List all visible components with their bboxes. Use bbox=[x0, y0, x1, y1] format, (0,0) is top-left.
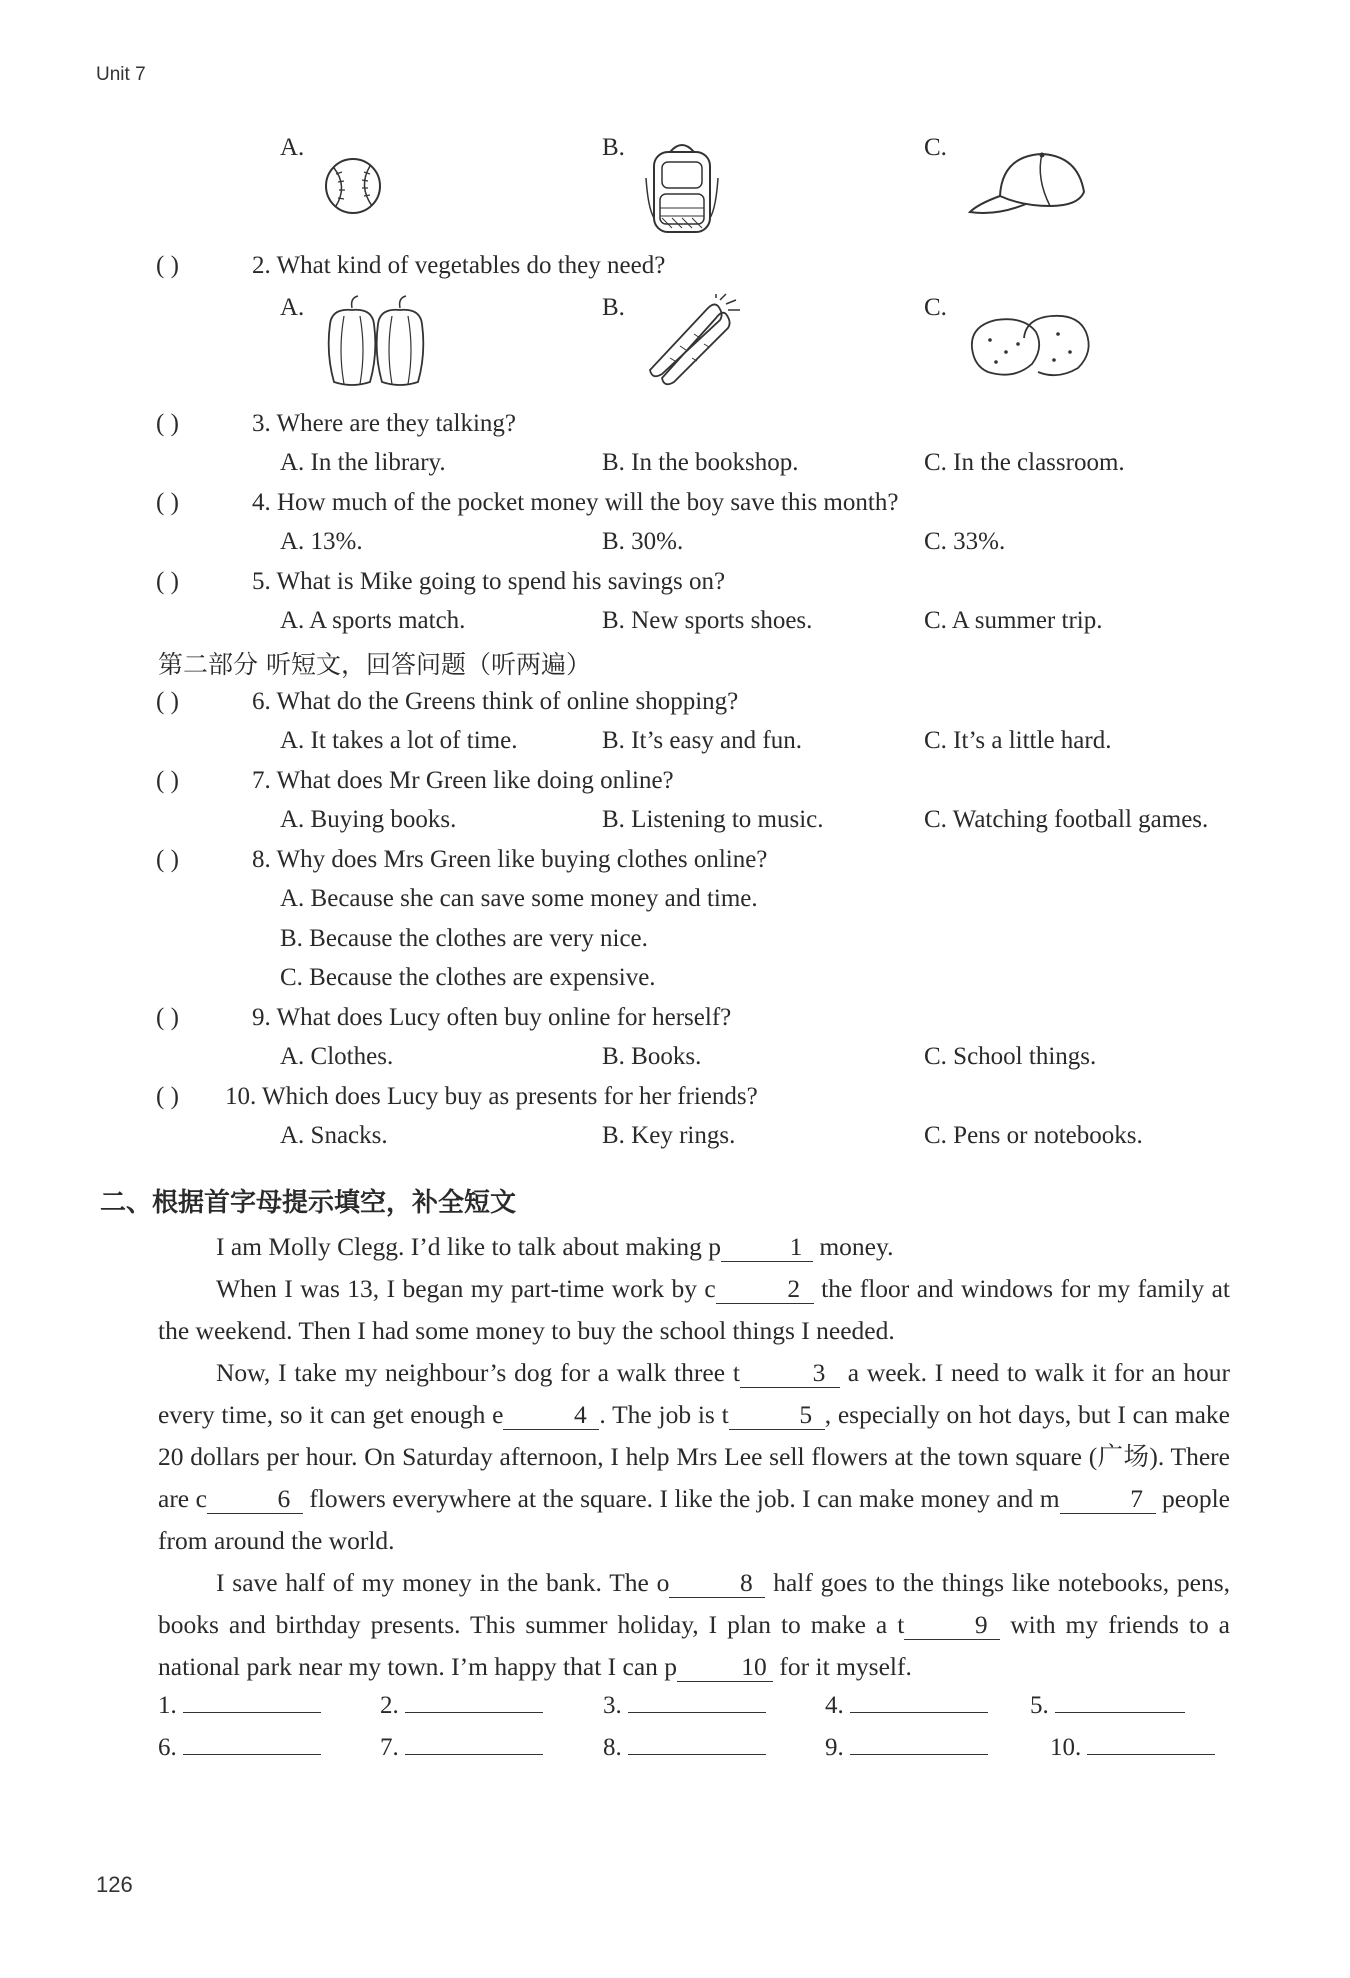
q8-option-a: A. Because she can save some money and time. bbox=[280, 885, 758, 912]
answer-line-5[interactable]: 5. bbox=[1030, 1692, 1185, 1720]
q2-option-b: B. bbox=[602, 294, 625, 321]
q1-option-c-letter: C. bbox=[924, 134, 947, 161]
answer-line-8[interactable]: 8. bbox=[603, 1734, 766, 1762]
part2-title: 第二部分 听短文，回答问题（听两遍） bbox=[158, 650, 591, 679]
q2-option-a: A. bbox=[280, 294, 305, 321]
answer-line-7[interactable]: 7. bbox=[380, 1734, 543, 1762]
blank-9[interactable]: 9 bbox=[904, 1611, 1000, 1640]
answer-paren-2[interactable]: ( ) bbox=[156, 252, 179, 279]
q6-option-a: A. It takes a lot of time. bbox=[280, 727, 518, 754]
q3-option-c: C. In the classroom. bbox=[924, 449, 1125, 476]
backpack-icon bbox=[642, 138, 722, 238]
answer-paren-6[interactable]: ( ) bbox=[156, 688, 179, 715]
question-10: 10. Which does Lucy buy as presents for her friends? bbox=[225, 1083, 758, 1110]
section2-title: 二、根据首字母提示填空，补全短文 bbox=[100, 1188, 517, 1218]
answer-paren-4[interactable]: ( ) bbox=[156, 489, 179, 516]
q10-option-b: B. Key rings. bbox=[602, 1122, 736, 1149]
answer-line-3[interactable]: 3. bbox=[603, 1692, 766, 1720]
passage-paragraph-2: When I was 13, I began my part-time work by c 2 the floor and windows for my family at the weekend. Then I had some money to buy the school things I needed. bbox=[158, 1274, 1230, 1345]
question-4: 4. How much of the pocket money will the boy save this month? bbox=[252, 489, 899, 516]
blank-8[interactable]: 8 bbox=[669, 1569, 765, 1598]
answer-line-2[interactable]: 2. bbox=[380, 1692, 543, 1720]
blank-3[interactable]: 3 bbox=[740, 1359, 840, 1388]
q5-option-a: A. A sports match. bbox=[280, 607, 466, 634]
q1-option-b-letter: B. bbox=[602, 134, 625, 161]
answer-paren-5[interactable]: ( ) bbox=[156, 568, 179, 595]
passage-paragraph-3: Now, I take my neighbour’s dog for a walk three t 3 a week. I need to walk it for an hour every time, so it can get enough e 4 . The job is t 5 , especially on hot days, but I can make 20 dollars per hour. On Saturday afternoon, I help Mrs Lee sell flowers at the town square (广场). There are c 6 flowers everywhere at the square. I like the job. I can make money and m 7 people from around the world. bbox=[158, 1358, 1231, 1555]
q3-option-a: A. In the library. bbox=[280, 449, 446, 476]
blank-1[interactable]: 1 bbox=[721, 1233, 813, 1262]
blank-6[interactable]: 6 bbox=[207, 1485, 303, 1514]
q9-option-a: A. Clothes. bbox=[280, 1043, 394, 1070]
blank-2[interactable]: 2 bbox=[716, 1275, 814, 1304]
q9-option-c: C. School things. bbox=[924, 1043, 1097, 1070]
question-7: 7. What does Mr Green like doing online? bbox=[252, 767, 674, 794]
q10-option-a: A. Snacks. bbox=[280, 1122, 388, 1149]
question-6: 6. What do the Greens think of online shopping? bbox=[252, 688, 739, 715]
q10-option-c: C. Pens or notebooks. bbox=[924, 1122, 1143, 1149]
q2-option-c: C. bbox=[924, 294, 947, 321]
q8-option-c: C. Because the clothes are expensive. bbox=[280, 964, 656, 991]
q5-option-b: B. New sports shoes. bbox=[602, 607, 813, 634]
page-number: 126 bbox=[96, 1872, 133, 1897]
blank-7[interactable]: 7 bbox=[1060, 1485, 1156, 1514]
q4-option-b: B. 30%. bbox=[602, 528, 684, 555]
baseball-icon bbox=[322, 156, 384, 216]
q4-option-c: C. 33%. bbox=[924, 528, 1006, 555]
carrots-icon bbox=[640, 294, 744, 390]
blank-10[interactable]: 10 bbox=[677, 1653, 773, 1682]
q7-option-b: B. Listening to music. bbox=[602, 806, 824, 833]
answer-paren-8[interactable]: ( ) bbox=[156, 846, 179, 873]
answer-paren-3[interactable]: ( ) bbox=[156, 410, 179, 437]
answer-line-6[interactable]: 6. bbox=[158, 1734, 321, 1762]
passage-paragraph-4: I save half of my money in the bank. The o 8 half goes to the things like notebooks, pens, books and birthday presents. This summer holiday, I plan to make a t 9 with my friends to a national park near my town. I’m happy that I can p 10 for it myself. bbox=[158, 1568, 1230, 1681]
q5-option-c: C. A summer trip. bbox=[924, 607, 1103, 634]
question-8: 8. Why does Mrs Green like buying clothes online? bbox=[252, 846, 768, 873]
unit-label: Unit 7 bbox=[96, 64, 146, 85]
potatoes-icon bbox=[966, 312, 1102, 382]
blank-5[interactable]: 5 bbox=[729, 1401, 825, 1430]
answer-line-4[interactable]: 4. bbox=[825, 1692, 988, 1720]
q8-option-b: B. Because the clothes are very nice. bbox=[280, 925, 648, 952]
passage-paragraph-1: I am Molly Clegg. I’d like to talk about making p 1 money. bbox=[216, 1232, 894, 1261]
q6-option-b: B. It’s easy and fun. bbox=[602, 727, 802, 754]
blank-4[interactable]: 4 bbox=[503, 1401, 599, 1430]
question-5: 5. What is Mike going to spend his savings on? bbox=[252, 568, 726, 595]
answer-paren-9[interactable]: ( ) bbox=[156, 1004, 179, 1031]
question-3: 3. Where are they talking? bbox=[252, 410, 517, 437]
q4-option-a: A. 13%. bbox=[280, 528, 363, 555]
peppers-icon bbox=[322, 294, 434, 390]
question-9: 9. What does Lucy often buy online for herself? bbox=[252, 1004, 732, 1031]
answer-line-9[interactable]: 9. bbox=[825, 1734, 988, 1762]
q7-option-c: C. Watching football games. bbox=[924, 806, 1209, 833]
q3-option-b: B. In the bookshop. bbox=[602, 449, 799, 476]
answer-paren-10[interactable]: ( ) bbox=[156, 1083, 179, 1110]
answer-line-10[interactable]: 10. bbox=[1050, 1734, 1215, 1762]
answer-line-1[interactable]: 1. bbox=[158, 1692, 321, 1720]
q6-option-c: C. It’s a little hard. bbox=[924, 727, 1112, 754]
q7-option-a: A. Buying books. bbox=[280, 806, 457, 833]
answer-paren-7[interactable]: ( ) bbox=[156, 767, 179, 794]
question-2: 2. What kind of vegetables do they need? bbox=[252, 252, 666, 279]
q9-option-b: B. Books. bbox=[602, 1043, 702, 1070]
cap-icon bbox=[966, 148, 1096, 220]
q1-option-a-letter: A. bbox=[280, 134, 305, 161]
